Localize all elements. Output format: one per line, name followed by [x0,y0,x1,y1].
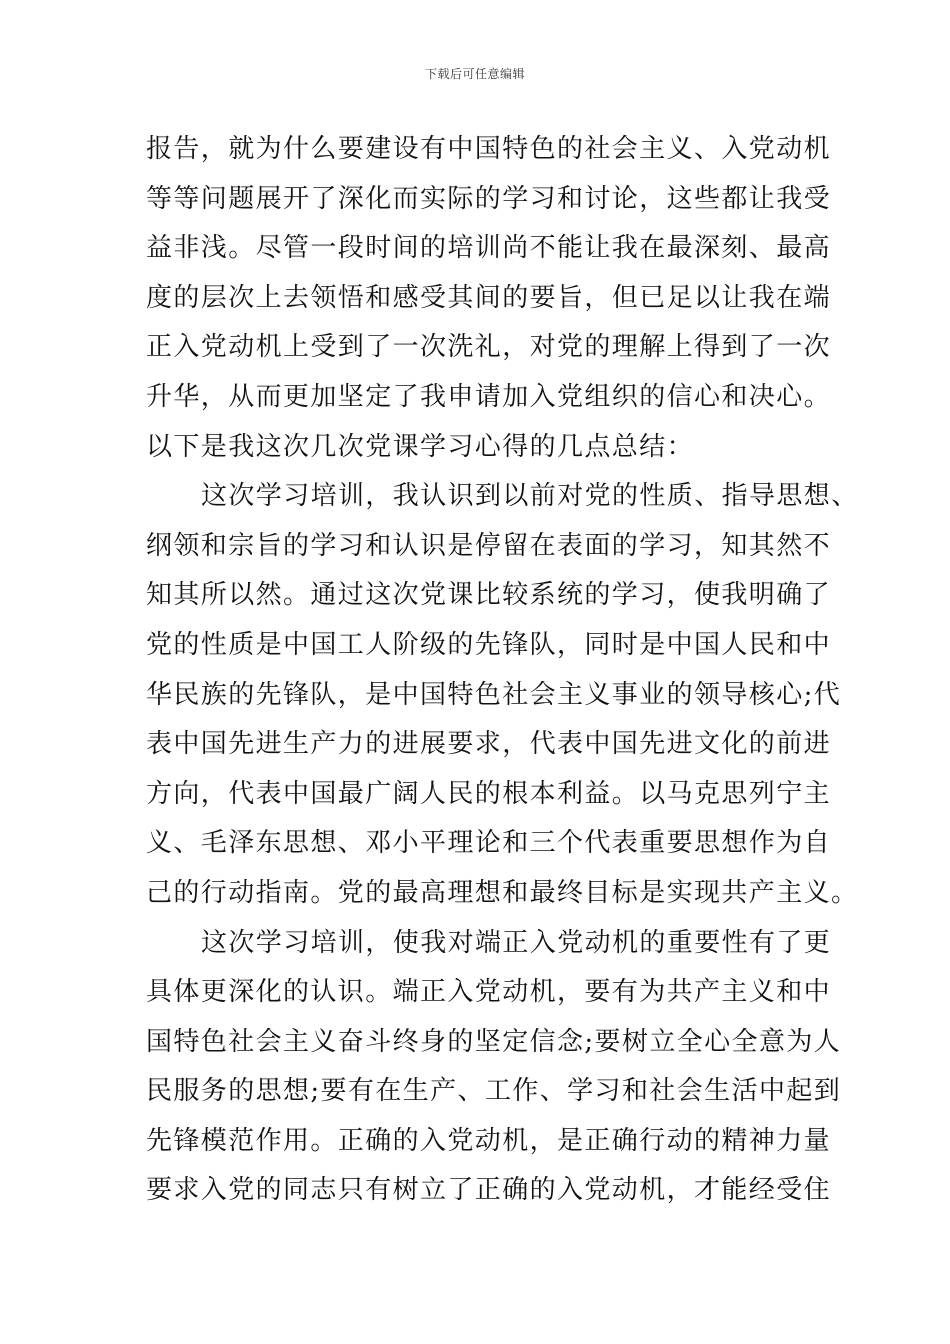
document-body [146,125,859,1216]
text-line: 华民族的先锋队，是中国特色社会主义事业的领导核心;代 [146,679,842,710]
text-line: 先锋模范作用。正确的入党动机，是正确行动的精神力量 [146,1125,832,1156]
text-line: 义、毛泽东思想、邓小平理论和三个代表重要思想作为自 [146,828,832,859]
text-line: 以下是我这次几次党课学习心得的几点总结： [146,431,695,462]
paragraph [146,125,836,472]
text-line: 民服务的思想;要有在生产、工作、学习和社会生活中起到 [146,1076,842,1107]
page-header: 下载后可任意编辑 [424,67,525,81]
text-line: 正入党动机上受到了一次洗礼，对党的理解上得到了一次 [146,332,832,363]
text-line: 国特色社会主义奋斗终身的坚定信念;要树立全心全意为人 [146,1026,842,1057]
paragraph [146,472,859,918]
text-line: 党的性质是中国工人阶级的先锋队，同时是中国人民和中 [146,629,832,660]
text-line: 等等问题展开了深化而实际的学习和讨论，这些都让我受 [146,183,832,214]
text-line: 这次学习培训，我认识到以前对党的性质、指导思想、 [201,481,859,512]
text-line: 纲领和宗旨的学习和认识是停留在表面的学习，知其然不 [146,530,832,561]
text-line: 升华，从而更加坚定了我申请加入党组织的信心和决心。 [146,381,832,412]
paragraph [146,919,842,1217]
text-line: 度的层次上去领悟和感受其间的要旨，但已足以让我在端 [146,282,832,313]
text-line: 益非浅。尽管一段时间的培训尚不能让我在最深刻、最高 [146,233,832,264]
text-line: 知其所以然。通过这次党课比较系统的学习，使我明确了 [146,580,832,611]
text-line: 己的行动指南。党的最高理想和最终目标是实现共产主义。 [146,877,859,908]
text-line: 报告，就为什么要建设有中国特色的社会主义、入党动机 [146,134,832,164]
text-line: 方向，代表中国最广阔人民的根本利益。以马克思列宁主 [146,778,832,809]
text-line: 表中国先进生产力的进展要求，代表中国先进文化的前进 [146,729,832,760]
text-line: 这次学习培训，使我对端正入党动机的重要性有了更 [201,927,832,958]
text-line: 具体更深化的认识。端正入党动机，要有为共产主义和中 [146,977,832,1008]
text-line: 要求入党的同志只有树立了正确的入党动机，才能经受住 [146,1175,832,1206]
